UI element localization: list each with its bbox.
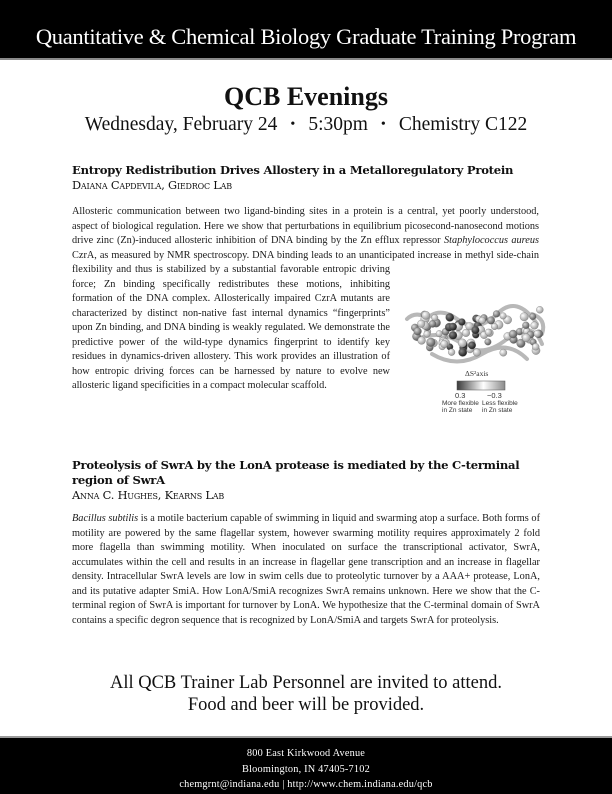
atom-sphere	[522, 334, 530, 342]
atom-sphere	[520, 313, 528, 321]
footer-contact	[0, 746, 612, 793]
abstract-text: Allosteric communication between two ligand-binding sites in a protein is a central, yet poorly understood, aspect of biological regulation. Here we show that perturbations in equilibrium picosecond-nanosecond motions drive zinc (Zn)-induced allosteric inhibition of DNA binding by the Zn efflux repressor	[72, 206, 539, 246]
talk-title: Entropy Redistribution Drives Allostery in a Metalloregulatory Protein	[72, 163, 514, 177]
atom-sphere	[446, 313, 454, 321]
atom-sphere	[449, 331, 457, 339]
talk-speaker: Anna C. Hughes, Kearns Lab	[72, 488, 225, 502]
website-link[interactable]: http://www.chem.indiana.edu/qcb	[287, 779, 433, 790]
left-caption: in Zn state	[442, 407, 473, 414]
atom-sphere	[422, 311, 430, 319]
event-date: Wednesday, February 24	[84, 114, 278, 135]
atom-sphere	[462, 329, 470, 337]
atom-sphere	[534, 330, 541, 337]
atom-sphere	[436, 330, 442, 336]
atom-sphere	[532, 343, 539, 350]
talk-abstract	[72, 512, 540, 628]
atom-sphere	[468, 342, 476, 350]
bullet-separator: •	[380, 117, 386, 132]
event-info	[0, 114, 612, 136]
atom-sphere	[479, 317, 486, 324]
abstract-text: CzrA, as measured by NMR spectroscopy. DNA binding leads to an unanticipated increase in methyl side-chain flexibility and thus is stabilized by a substantial favorable entropic driving force; Zn binding specifically redistributes these motions, inhibiting formation of the DNA complex. Allosterically impaired CzrA mutants are characterized by distinct non-native fast internal dynamics “fingerprints” upon Zn binding, and DNA binding is weakly regulated. We demonstrate the predictive power of the wild-type dynamics fingerprint to identify key residues in dynamics-driven allostery. This work provides an illustration of how entropic driving forces can be harnessed by nature to evolve new allosteric ligand specificities in a compact molecular scaffold.	[72, 249, 539, 391]
header-bar	[0, 0, 612, 60]
species-name: Staphylococcus aureus	[443, 235, 539, 246]
colorbar-min: 0.3	[455, 391, 466, 400]
bullet-separator: •	[290, 117, 296, 132]
atom-sphere	[427, 338, 436, 347]
footer-bar	[0, 736, 612, 794]
talk-2	[72, 458, 540, 628]
event-location: Chemistry C122	[398, 114, 528, 135]
colorbar-max: −0.3	[487, 391, 502, 400]
atom-sphere	[418, 337, 426, 345]
atom-sphere	[531, 322, 539, 330]
atom-sphere	[536, 306, 543, 313]
atom-sphere	[500, 349, 507, 356]
email-link[interactable]: chemgrnt@indiana.edu	[179, 779, 280, 790]
atom-sphere	[417, 320, 425, 328]
divider: |	[282, 779, 285, 790]
atom-sphere	[473, 349, 481, 357]
species-name: Bacillus subtilis	[72, 513, 139, 524]
atom-sphere	[493, 311, 500, 318]
right-caption: in Zn state	[482, 407, 513, 414]
atom-sphere	[458, 339, 466, 347]
abstract-text: is a motile bacterium capable of swimming in liquid and swarming atop a surface. Both forms of motility are powered by the same flagellar system, however swarming motility requires approximately 2 fold more flagella than swimming motility. When inoculated on surface the transcriptional activator, SwrA, accumulates within the cell and results in an increase in flagellar gene transcription and an increase in flagellar density. Intracellular SwrA levels are low in swim cells due to proteolytic turnover by a AAA+ protease, LonA, and its putative adapter SmiA. How LonA/SmiA recognizes SwrA remains unknown. Here we show that the C-terminal region of SwrA is important for turnover by LonA. We hypothesize that the C-terminal domain of SwrA contains a specific degron sequence that is recognized by LonA/SmiA and targets SwrA for proteolysis.	[72, 513, 540, 626]
atom-sphere	[485, 329, 492, 336]
protein-figure	[402, 284, 552, 414]
atom-sphere	[448, 349, 455, 356]
atom-sphere	[500, 313, 507, 320]
invitation-line-2: Food and beer will be provided.	[187, 695, 425, 715]
invitation-line-1: All QCB Trainer Lab Personnel are invited to attend.	[109, 673, 503, 693]
atom-sphere	[459, 348, 467, 356]
atom-sphere	[424, 331, 431, 338]
atom-sphere	[458, 319, 465, 326]
left-caption: More flexible	[442, 400, 479, 407]
atom-sphere	[485, 339, 492, 346]
right-caption: Less flexible	[482, 400, 518, 407]
talk-title: Proteolysis of SwrA by the LonA protease is mediated by the C-terminal region of SwrA	[72, 458, 520, 487]
atom-sphere	[509, 330, 517, 338]
atom-sphere	[487, 317, 495, 325]
address-line-1: 800 East Kirkwood Avenue	[246, 748, 366, 759]
event-time: 5:30pm	[308, 114, 368, 135]
program-title: Quantitative & Chemical Biology Graduate Training Program	[35, 24, 577, 49]
talk-speaker: Daiana Capdevila, Giedroc Lab	[72, 178, 232, 192]
atom-sphere	[522, 322, 529, 329]
event-title: QCB Evenings	[224, 82, 388, 111]
atom-sphere	[441, 340, 448, 347]
atom-sphere	[491, 323, 498, 330]
atom-sphere	[429, 320, 436, 327]
address-line-2: Bloomington, IN 47405-7102	[242, 763, 370, 775]
atom-sphere	[449, 323, 457, 331]
atom-sphere	[472, 326, 480, 334]
contact-line	[0, 777, 612, 793]
protein-structure-image	[402, 284, 552, 414]
invitation	[0, 672, 612, 716]
colorbar-label: ΔS²axis	[465, 369, 489, 378]
atom-sphere	[431, 314, 438, 321]
atom-sphere	[414, 327, 422, 335]
colorbar	[457, 381, 505, 390]
atom-sphere	[530, 313, 537, 320]
